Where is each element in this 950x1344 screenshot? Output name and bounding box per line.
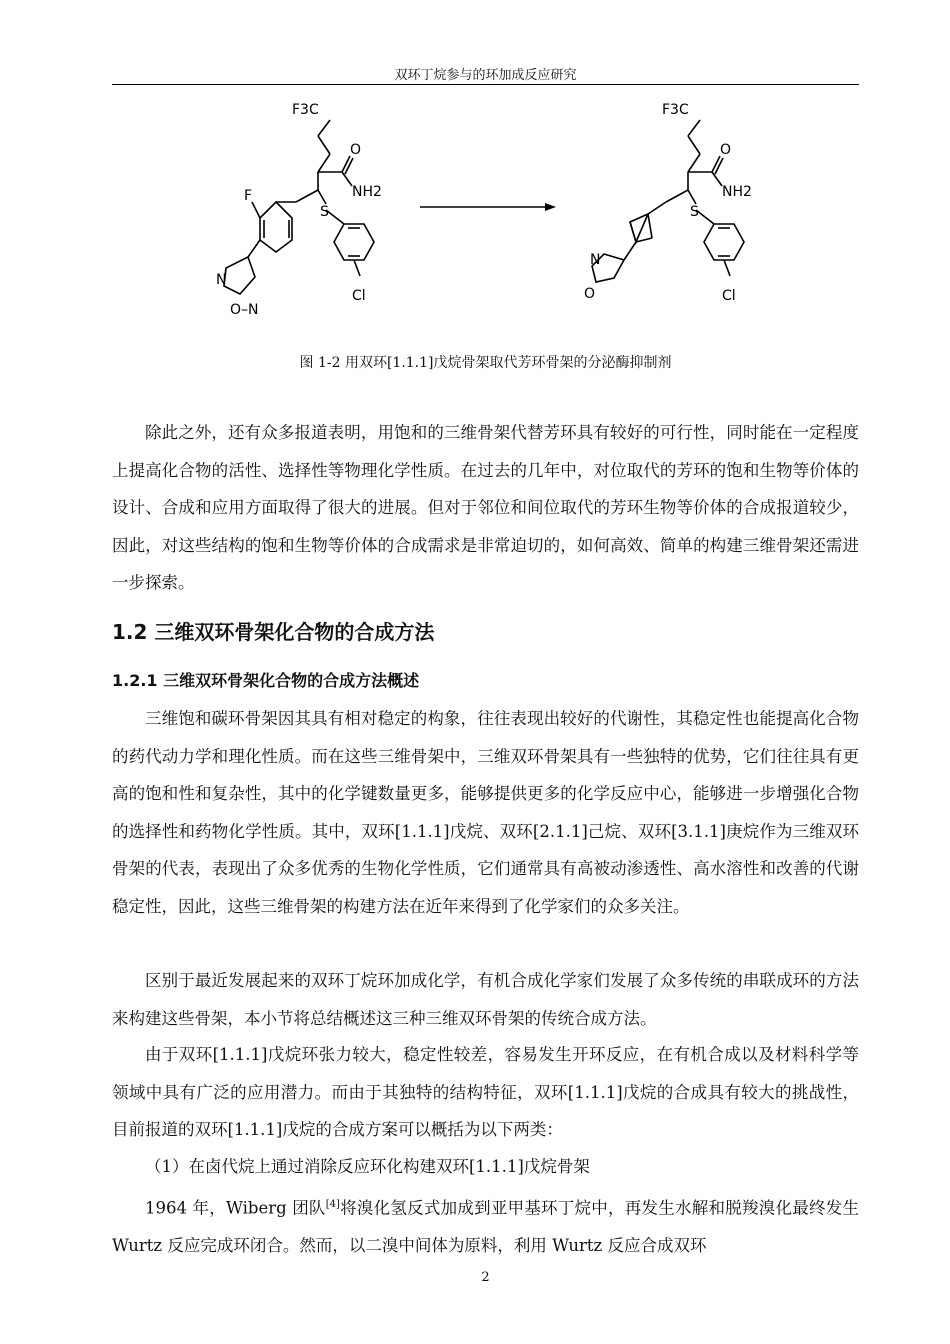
subsection-heading-1-2-1: 1.2.1 三维双环骨架化合物的合成方法概述 [112,671,420,690]
paragraph-3: 区别于最近发展起来的双环丁烷环加成化学，有机合成化学家们发展了众多传统的串联成环的方法来构建这些骨架，本小节将总结概述这三种三维双环骨架的传统合成方法。 [112,971,859,1028]
left-sulfur-label: S [320,204,329,220]
right-nitrogen-label: N [590,252,601,268]
paragraph-1: 除此之外，还有众多报道表明，用饱和的三维骨架代替芳环具有较好的可行性，同时能在一定程度上提高化合物的活性、选择性等物理化学性质。在过去的几年中，对位取代的芳环的饱和生物等价体的设计、合成和应用方面取得了很大的进展。但对于邻位和间位取代的芳环生物等价体的合成报道较少，因此，对这些结构的饱和生物等价体的合成需求是非常迫切的，如何高效、简单的构建三维骨架还需进一步探索。 [112,423,859,592]
left-carbonyl-o-label: O [350,142,362,158]
left-molecule-labels [216,102,382,318]
page-number: 2 [481,1270,490,1285]
figure-caption: 图 1-2 用双环[1.1.1]戊烷骨架取代芳环骨架的分泌酶抑制剂 [299,355,672,371]
left-cf3-label: F3C [292,102,319,118]
paragraph-6 [112,1186,859,1265]
left-nh2-label: NH2 [352,184,382,200]
right-cf3-label: F3C [662,102,689,118]
right-molecule-labels [584,102,752,304]
citation-4[interactable]: [4] [325,1199,340,1210]
left-fluorine-label: F [244,188,253,204]
left-nitrogen-label: N [216,272,227,288]
header-rule [112,84,859,85]
paragraph-6-lead: 1964 年，Wiberg 团队 [145,1198,326,1218]
right-sulfur-label: S [690,204,699,220]
reaction-scheme-figure [200,92,770,332]
right-nh2-label: NH2 [722,184,752,200]
reaction-arrow [420,203,556,211]
left-chlorine-label: Cl [352,288,366,304]
paragraph-4: 由于双环[1.1.1]戊烷环张力较大，稳定性较差，容易发生开环反应，在有机合成以及材料科学等领域中具有广泛的应用潜力。而由于其独特的结构特征，双环[1.1.1]戊烷的合成具有较大的挑战性，目前报道的双环[1.1.1]戊烷的合成方案可以概括为以下两类： [112,1045,859,1139]
right-carbonyl-o-label: O [720,142,732,158]
running-header: 双环丁烷参与的环加成反应研究 [394,68,577,83]
paragraph-5: （1）在卤代烷上通过消除反应环化构建双环[1.1.1]戊烷骨架 [145,1157,590,1176]
left-on-label: O–N [230,302,259,318]
right-oxygen-label: O [584,286,596,302]
section-heading-1-2: 1.2 三维双环骨架化合物的合成方法 [112,620,435,644]
paragraph-6-body: 将溴化氢反式加成到亚甲基环丁烷中，再发生水解和脱羧溴化最终发生 Wurtz 反应完成环闭合。然而，以二溴中间体为原料，利用 Wurtz 反应合成双环 [112,1198,859,1255]
right-chlorine-label: Cl [722,288,736,304]
paragraph-2: 三维饱和碳环骨架因其具有相对稳定的构象，往往表现出较好的代谢性，其稳定性也能提高化合物的药代动力学和理化性质。而在这些三维骨架中，三维双环骨架具有一些独特的优势，它们往往具有更高的饱和性和复杂性，其中的化学键数量更多，能够提供更多的化学反应中心，能够进一步增强化合物的选择性和药物化学性质。其中，双环[1.1.1]戊烷、双环[2.1.1]己烷、双环[3.1.1]庚烷作为三维双环骨架的代表，表现出了众多优秀的生物化学性质，它们通常具有高被动渗透性、高水溶性和改善的代谢稳定性，因此，这些三维骨架的构建方法在近年来得到了化学家们的众多关注。 [112,709,859,916]
